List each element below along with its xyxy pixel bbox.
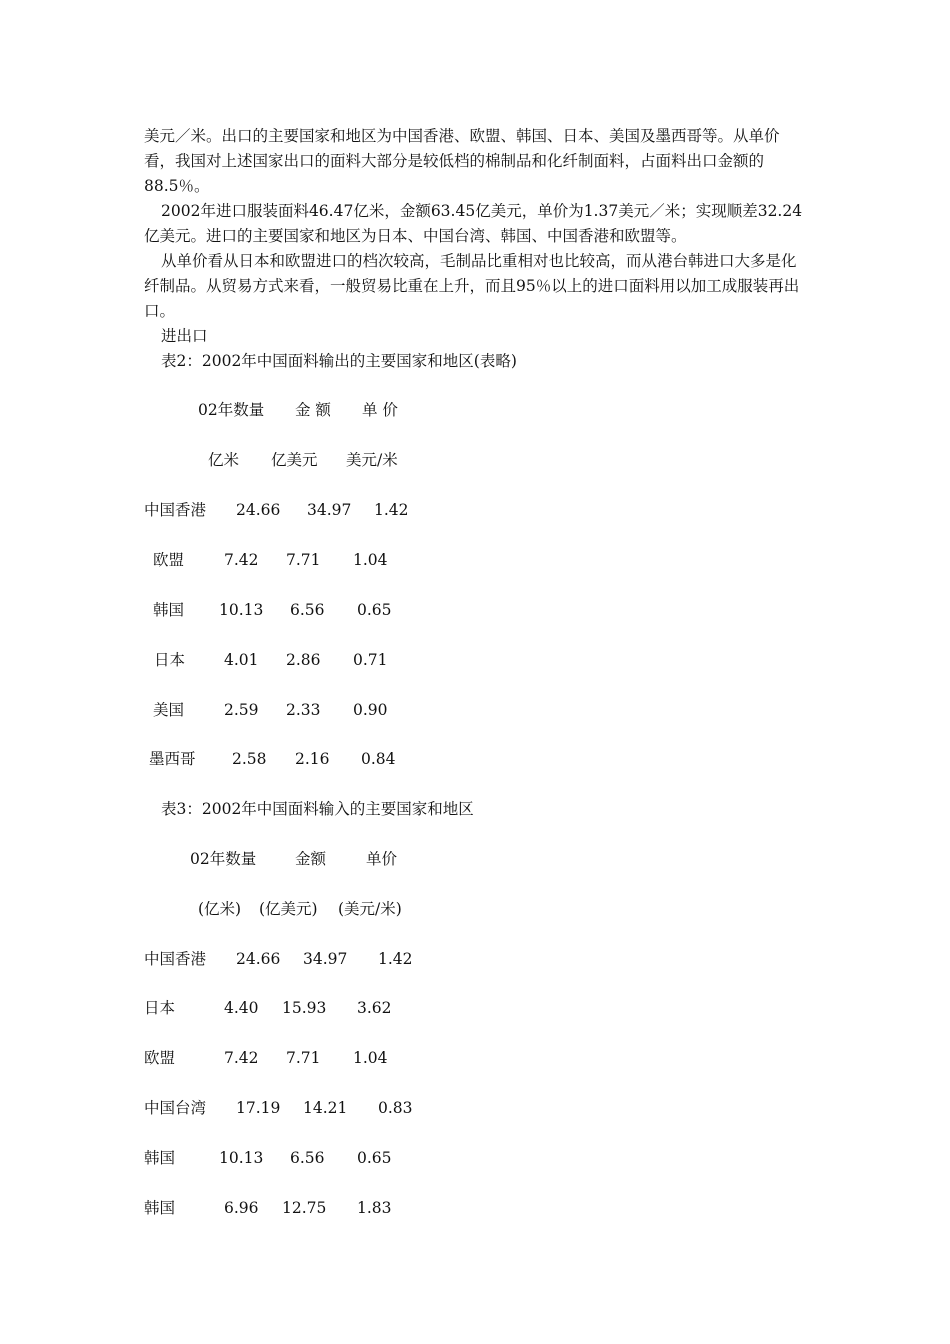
table2-caption: 表2：2002年中国面料输出的主要国家和地区(表略) xyxy=(161,352,517,370)
table3-qty: 6.96 xyxy=(224,1199,259,1217)
paragraph-price-analysis: 从单价看从日本和欧盟进口的档次较高，毛制品比重相对也比较高，而从港台韩进口大多是化纤制品。从贸易方式来看，一般贸易比重在上升，而且95％以上的进口面料用以加工成服装再出口。 xyxy=(144,252,800,320)
table2-amount: 7.71 xyxy=(286,551,321,569)
table2-amount: 34.97 xyxy=(307,501,352,519)
table2-unit-qty: 亿米 xyxy=(208,451,240,469)
table2-qty: 4.01 xyxy=(224,651,259,669)
paragraph-export-summary: 美元／米。出口的主要国家和地区为中国香港、欧盟、韩国、日本、美国及墨西哥等。从单价看，我国对上述国家出口的面料大部分是较低档的棉制品和化纤制面料，占面料出口金额的88.5％。 xyxy=(144,127,780,195)
table2-qty: 24.66 xyxy=(236,501,281,519)
table2-qty: 2.59 xyxy=(224,701,259,719)
table3-amount: 6.56 xyxy=(290,1149,325,1167)
paragraph-import-summary: 2002年进口服装面料46.47亿米，金额63.45亿美元，单价为1.37美元／米；实现顺差32.24亿美元。进口的主要国家和地区为日本、中国台湾、韩国、中国香港和欧盟等。 xyxy=(144,202,803,245)
table2-region: 墨西哥 xyxy=(149,750,196,768)
table2-unit-price: 美元/米 xyxy=(346,451,398,469)
table2-qty: 7.42 xyxy=(224,551,259,569)
table2-region: 欧盟 xyxy=(153,551,185,569)
table3-unit-price: (美元/米) xyxy=(338,900,402,918)
table2-amount: 2.33 xyxy=(286,701,321,719)
table3-region: 中国香港 xyxy=(144,950,207,968)
table2-region: 韩国 xyxy=(153,601,185,619)
table2-region: 中国香港 xyxy=(144,501,207,519)
table3-region: 日本 xyxy=(144,999,176,1017)
table3-price: 0.65 xyxy=(357,1149,392,1167)
table3-region: 韩国 xyxy=(144,1149,176,1167)
table3-price: 0.83 xyxy=(378,1099,413,1117)
table3-header-qty: 02年数量 xyxy=(190,850,257,868)
table3-unit-qty: (亿米) xyxy=(198,900,242,918)
table2-unit-amount: 亿美元 xyxy=(271,451,318,469)
table2-header-amount: 金 额 xyxy=(295,401,331,419)
table2-price: 0.90 xyxy=(353,701,388,719)
table3-region: 韩国 xyxy=(144,1199,176,1217)
table3-price: 1.83 xyxy=(357,1199,392,1217)
table3-price: 1.42 xyxy=(378,950,413,968)
table3-amount: 12.75 xyxy=(282,1199,327,1217)
table3-price: 1.04 xyxy=(353,1049,388,1067)
table3-caption: 表3：2002年中国面料输入的主要国家和地区 xyxy=(161,800,474,818)
table2-price: 0.65 xyxy=(357,601,392,619)
table3-price: 3.62 xyxy=(357,999,392,1017)
table3-amount: 14.21 xyxy=(303,1099,348,1117)
table2-header-price: 单 价 xyxy=(362,401,398,419)
table2-header-qty: 02年数量 xyxy=(198,401,265,419)
table2-region: 美国 xyxy=(153,701,185,719)
table3-qty: 17.19 xyxy=(236,1099,281,1117)
table3-qty: 7.42 xyxy=(224,1049,259,1067)
table2-amount: 6.56 xyxy=(290,601,325,619)
table2-price: 1.04 xyxy=(353,551,388,569)
table2-amount: 2.86 xyxy=(286,651,321,669)
table3-region: 欧盟 xyxy=(144,1049,176,1067)
table3-qty: 24.66 xyxy=(236,950,281,968)
table2-price: 0.71 xyxy=(353,651,388,669)
table2-region: 日本 xyxy=(154,651,186,669)
table3-amount: 7.71 xyxy=(286,1049,321,1067)
table2-qty: 2.58 xyxy=(232,750,267,768)
table3-header-price: 单价 xyxy=(366,850,398,868)
table2-qty: 10.13 xyxy=(219,601,264,619)
table2-price: 0.84 xyxy=(361,750,396,768)
table3-qty: 10.13 xyxy=(219,1149,264,1167)
table3-region: 中国台湾 xyxy=(144,1099,207,1117)
section-label: 进出口 xyxy=(161,327,208,345)
table3-header-amount: 金额 xyxy=(295,850,327,868)
table3-amount: 15.93 xyxy=(282,999,327,1017)
table3-unit-amount: (亿美元) xyxy=(259,900,318,918)
table2-amount: 2.16 xyxy=(295,750,330,768)
table3-amount: 34.97 xyxy=(303,950,348,968)
table2-price: 1.42 xyxy=(374,501,409,519)
table3-qty: 4.40 xyxy=(224,999,259,1017)
